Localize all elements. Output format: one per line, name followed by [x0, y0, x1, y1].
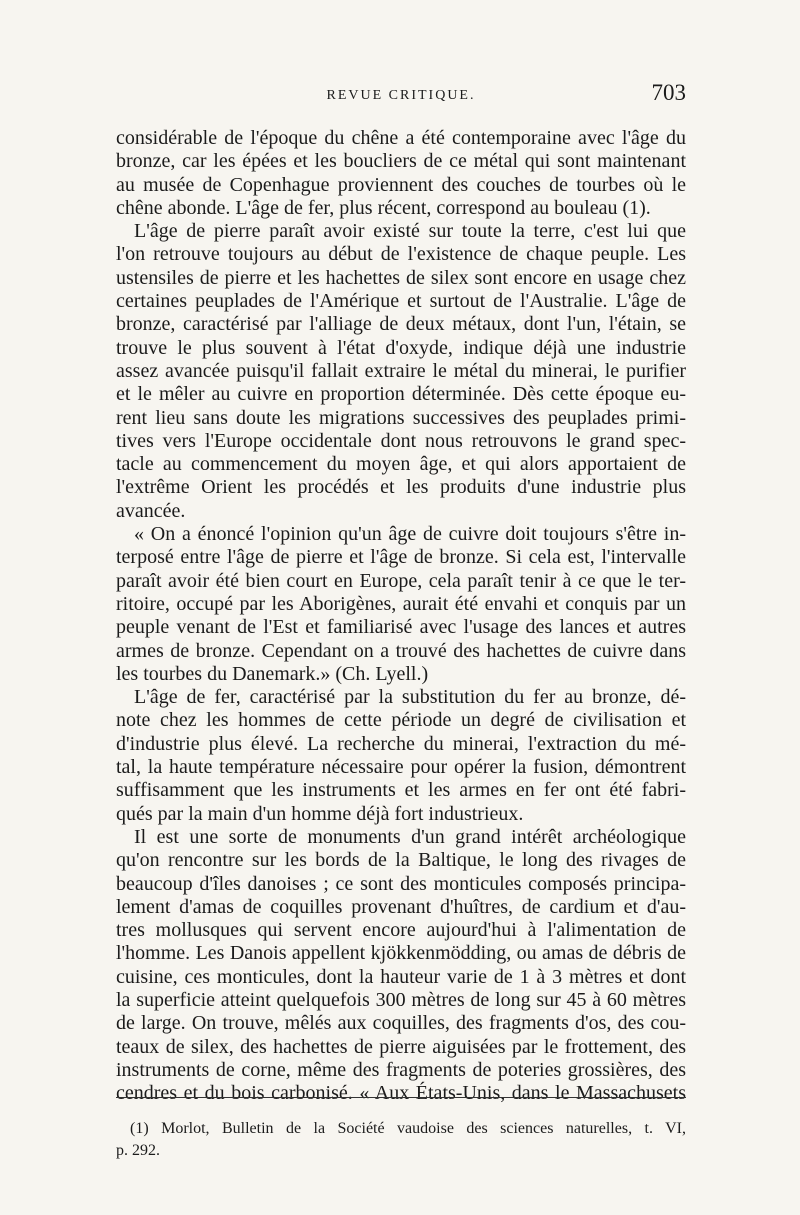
- text-line: de large. On trouve, mêlés aux coquilles, des fragments d'os, des cou-: [116, 1012, 686, 1035]
- text-line: certaines peuplades de l'Amérique et surtout de l'Australie. L'âge de: [116, 290, 686, 313]
- text-line: paraît avoir été bien court en Europe, cela paraît tenir à ce que le ter-: [116, 569, 686, 592]
- text-line: terposé entre l'âge de pierre et l'âge de bronze. Si cela est, l'intervalle: [116, 546, 686, 569]
- page-number: 703: [651, 80, 686, 105]
- running-title: REVUE CRITIQUE.: [326, 88, 476, 103]
- text-line: tives vers l'Europe occidentale dont nous retrouvons le grand spec-: [116, 429, 686, 452]
- text-line: « On a énoncé l'opinion qu'un âge de cuivre doit toujours s'être in-: [134, 523, 686, 546]
- text-line: au musée de Copenhague proviennent des couches de tourbes où le: [116, 173, 686, 196]
- text-line: trouve le plus souvent à l'état d'oxyde, indique déjà une industrie: [116, 336, 686, 359]
- text-line: chêne abonde. L'âge de fer, plus récent, correspond au bouleau (1).: [116, 196, 651, 219]
- page-header: [116, 80, 686, 114]
- text-line: qu'on rencontre sur les bords de la Baltique, le long des rivages de: [116, 849, 686, 872]
- text-line: Il est une sorte de monuments d'un grand intérêt archéologique: [134, 825, 686, 848]
- text-line: l'homme. Les Danois appellent kjökkenmödding, ou amas de débris de: [116, 942, 686, 965]
- text-line: peuple venant de l'Est et familiarisé avec l'usage des lances et autres: [116, 616, 686, 639]
- text-line: l'on retrouve toujours au début de l'existence de chaque peuple. Les: [116, 243, 686, 266]
- text-line: les tourbes du Danemark.» (Ch. Lyell.): [116, 662, 429, 685]
- footnote: [116, 1118, 686, 1162]
- text-line: ritoire, occupé par les Aborigènes, aurait été envahi et conquis par un: [116, 592, 686, 615]
- text-line: instruments de corne, même des fragments de poteries grossières, des: [116, 1058, 686, 1081]
- text-line: avancée.: [116, 499, 186, 522]
- paragraph: [116, 127, 686, 220]
- text-line: qués par la main d'un homme déjà fort industrieux.: [116, 802, 524, 825]
- text-line: d'industrie plus élevé. La recherche du minerai, l'extraction du mé-: [116, 732, 686, 755]
- paragraph: [116, 220, 686, 523]
- text-line: suffisamment que les instruments et les armes en fer ont été fabri-: [116, 779, 686, 802]
- text-line: l'extrême Orient les procédés et les produits d'une industrie plus: [116, 476, 686, 499]
- text-line: considérable de l'époque du chêne a été contemporaine avec l'âge du: [116, 127, 686, 149]
- text-line: bronze, car les épées et les boucliers de ce métal qui sont maintenant: [116, 150, 686, 173]
- text-line: beaucoup d'îles danoises ; ce sont des monticules composés principa-: [116, 872, 686, 895]
- paragraph: [116, 523, 686, 686]
- paragraph: [116, 826, 686, 1106]
- text-line: tacle au commencement du moyen âge, et qui alors apportaient de: [116, 453, 686, 476]
- body-text: [116, 127, 686, 1105]
- text-line: tres mollusques qui servent encore aujourd'hui à l'alimentation de: [116, 919, 686, 942]
- footnote-line: (1) Morlot, Bulletin de la Société vaudoise des sciences naturelles, t. VI,: [130, 1120, 686, 1137]
- text-line: cendres et du bois carbonisé. « Aux États-Unis, dans le Massachusets: [116, 1082, 686, 1105]
- footnote-line: p. 292.: [116, 1142, 160, 1159]
- text-line: armes de bronze. Cependant on a trouvé des hachettes de cuivre dans: [116, 639, 686, 662]
- text-line: lement d'amas de coquilles provenant d'huîtres, de cardium et d'au-: [116, 895, 686, 918]
- text-line: cuisine, ces monticules, dont la hauteur varie de 1 à 3 mètres et dont: [116, 965, 686, 988]
- paragraph: [116, 686, 686, 826]
- text-line: et le mêler au cuivre en proportion déterminée. Dès cette époque eu-: [116, 383, 686, 406]
- text-line: rent lieu sans doute les migrations successives des peuplades primi-: [116, 406, 686, 429]
- text-line: note chez les hommes de cette période un degré de civilisation et: [116, 709, 686, 732]
- text-line: L'âge de fer, caractérisé par la substitution du fer au bronze, dé-: [134, 686, 686, 709]
- text-line: bronze, caractérisé par l'alliage de deux métaux, dont l'un, l'étain, se: [116, 313, 686, 336]
- text-line: tal, la haute température nécessaire pour opérer la fusion, démontrent: [116, 756, 686, 779]
- text-line: teaux de silex, des hachettes de pierre aiguisées par le frottement, des: [116, 1035, 686, 1058]
- text-line: assez avancée puisqu'il fallait extraire le métal du minerai, le purifier: [116, 359, 686, 382]
- text-line: L'âge de pierre paraît avoir existé sur toute la terre, c'est lui que: [134, 220, 686, 243]
- text-line: la superficie atteint quelquefois 300 mètres de long sur 45 à 60 mètres: [116, 988, 686, 1011]
- text-line: ustensiles de pierre et les hachettes de silex sont encore en usage chez: [116, 266, 686, 289]
- footnote-divider: [116, 1097, 686, 1098]
